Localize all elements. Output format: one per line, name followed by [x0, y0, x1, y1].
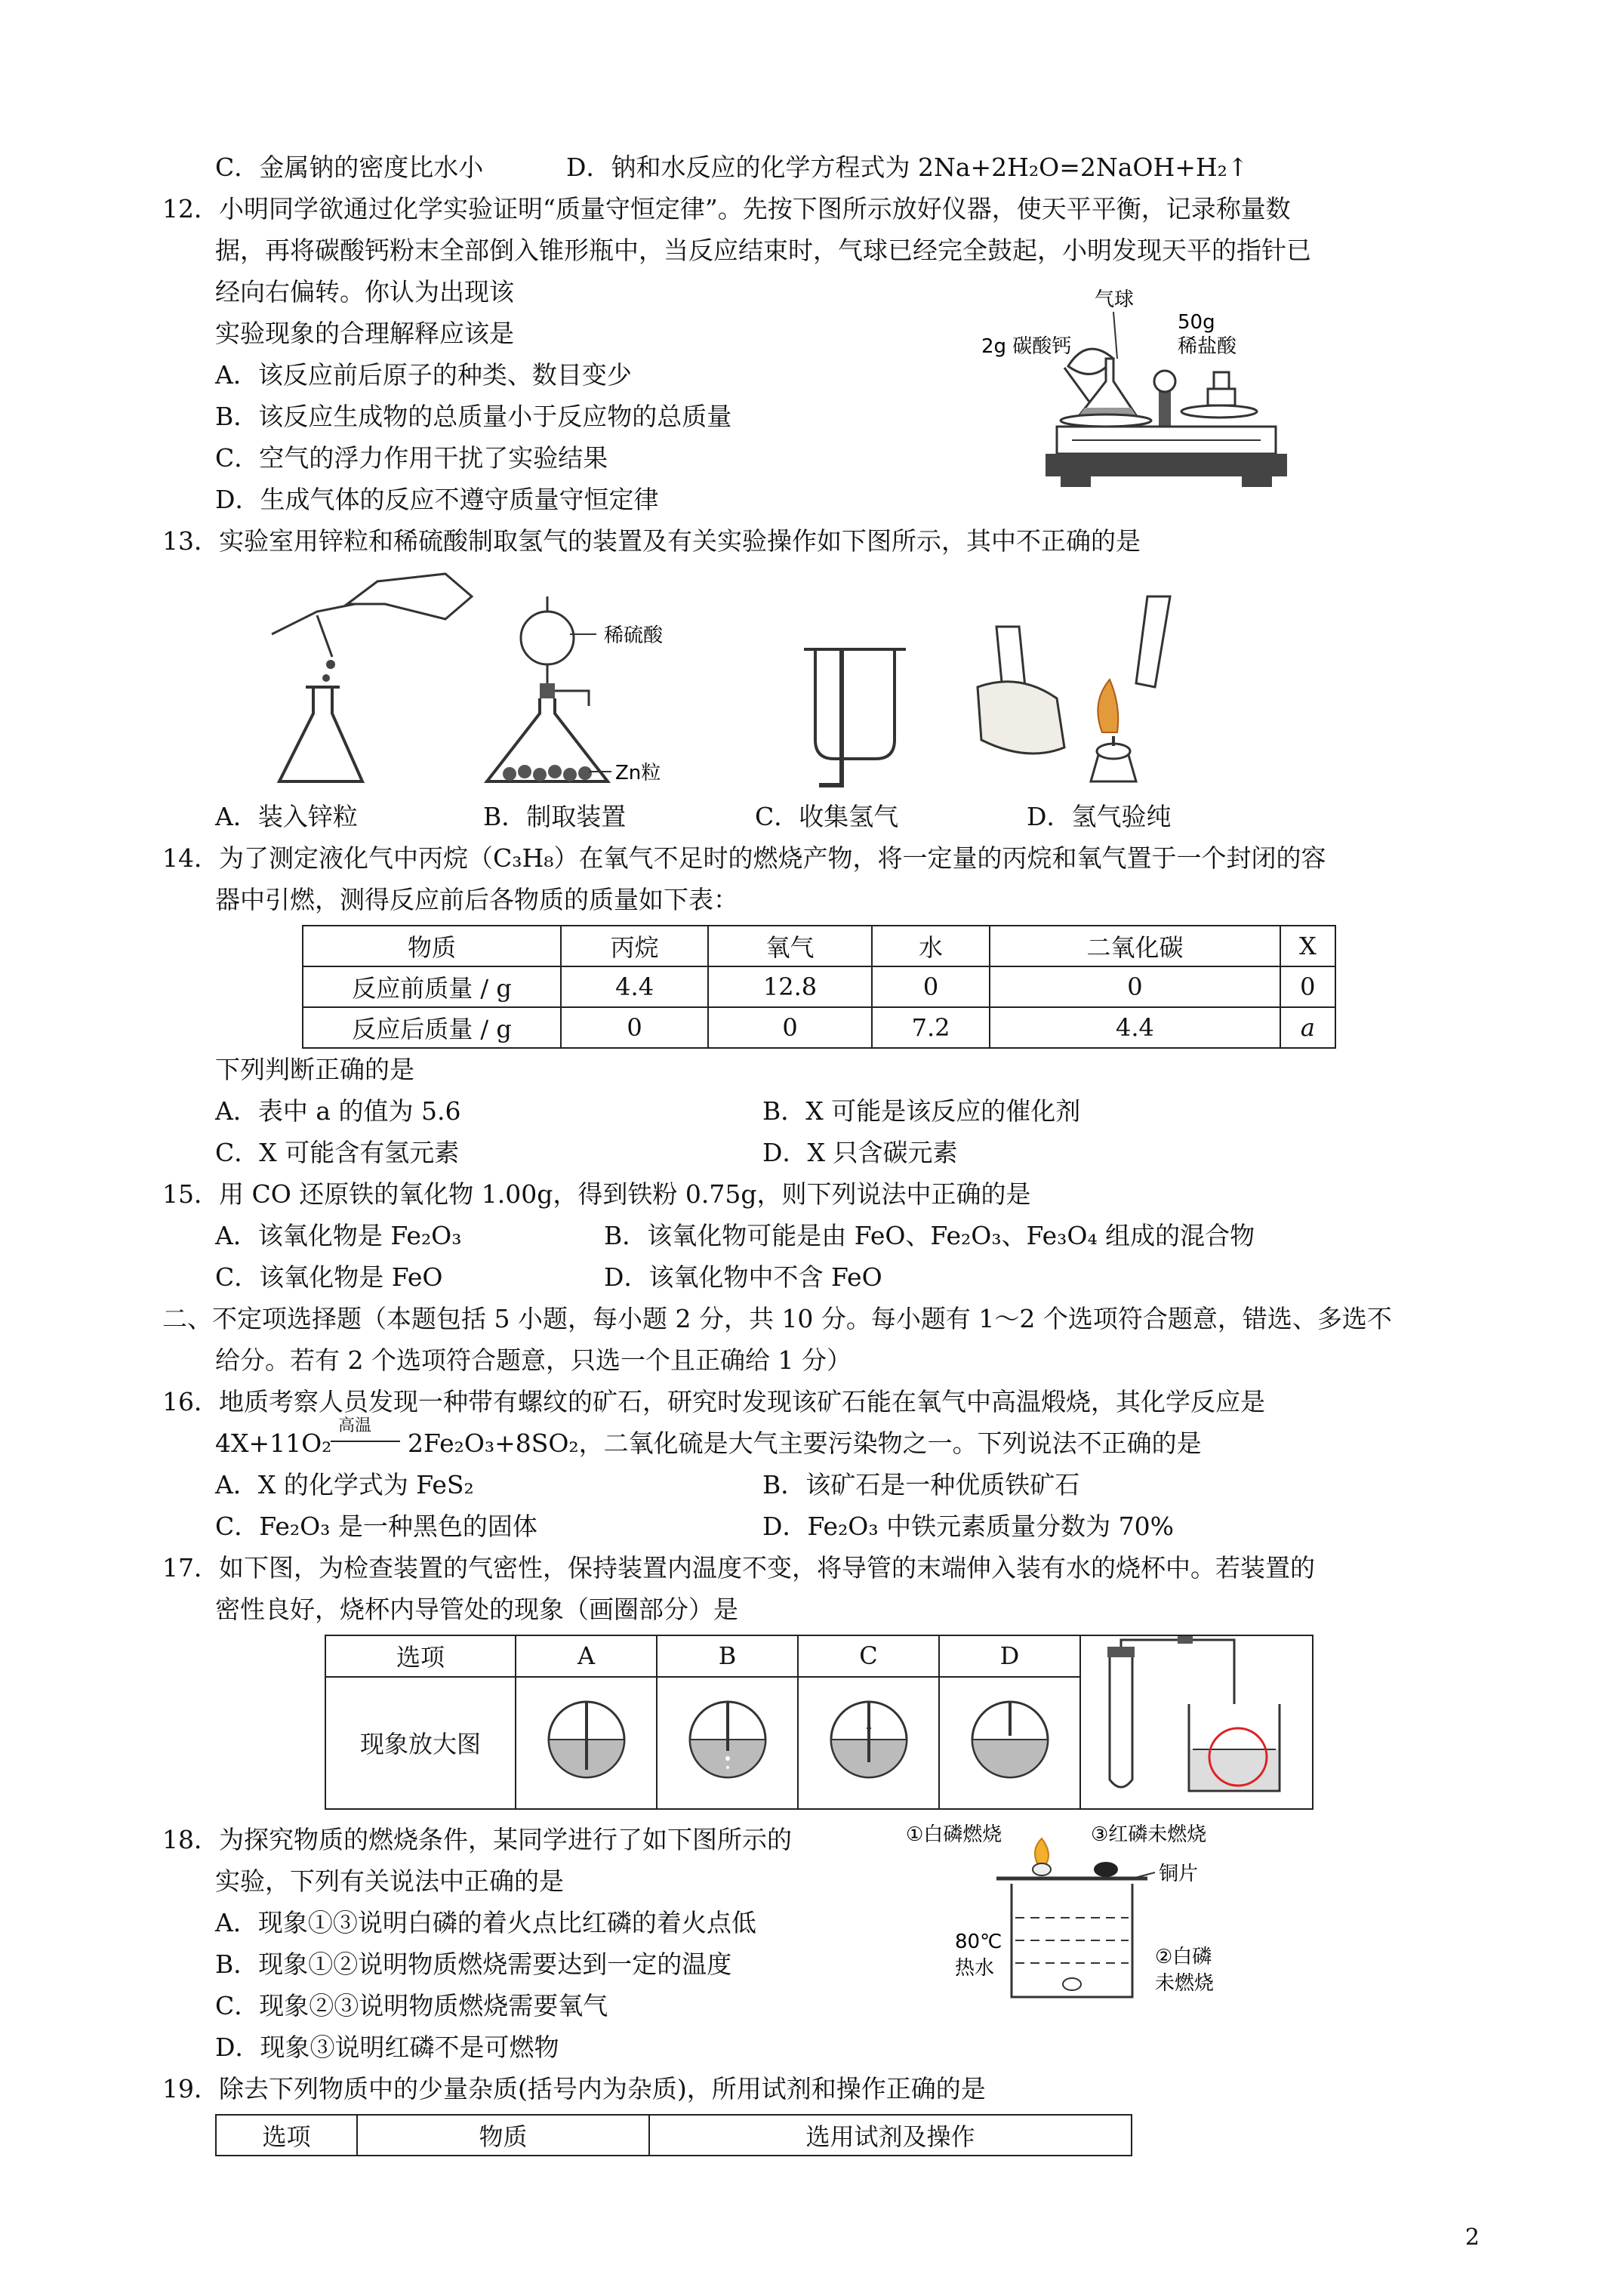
flask-with-zinc-icon — [272, 574, 472, 781]
hcl-label: 稀盐酸 — [1178, 335, 1237, 358]
combustion-figure — [906, 1820, 1253, 2016]
zn-label: Zn粒 — [615, 762, 661, 784]
q14-stem-2: 器中引燃，测得反应前后各物质的质量如下表： — [215, 885, 738, 914]
table-cell: 现象放大图 — [325, 1677, 516, 1809]
table-cell: 0 — [561, 1007, 708, 1048]
section2-line-1: 二、不定项选择题（本题包括 5 小题，每小题 2 分，共 10 分。每小题有 1～2 个选项符合题意，错选、多选不 — [162, 1304, 1392, 1333]
table-cell: 4.4 — [990, 1007, 1280, 1048]
airtightness-apparatus-cell — [1080, 1635, 1313, 1809]
table-cell: 丙烷 — [561, 926, 708, 966]
zoom-b-icon — [686, 1698, 769, 1781]
q18-option-d: D．现象③说明红磷不是可燃物 — [215, 2032, 559, 2062]
white-no-burn-label-1: ②白磷 — [1155, 1946, 1212, 1968]
red-no-burn-label: ③红磷未燃烧 — [1091, 1823, 1207, 1846]
white-burn-label: ①白磷燃烧 — [906, 1823, 1002, 1846]
q16-eq-left: 4X+11O₂ — [215, 1428, 332, 1458]
zoom-a-icon — [545, 1698, 628, 1781]
table-header-row — [325, 1635, 1313, 1677]
q16-eq-arrow — [331, 1441, 400, 1442]
table-header-row — [216, 2115, 1132, 2156]
table-row — [303, 1007, 1335, 1048]
table-cell: a — [1280, 1007, 1335, 1048]
caco3-label: 2g 碳酸钙 — [981, 335, 1072, 358]
q16-option-b: B．该矿石是一种优质铁矿石 — [762, 1470, 1080, 1499]
table-cell: X — [1280, 926, 1335, 966]
option-d-zoom-cell — [939, 1677, 1080, 1809]
q15-stem: 15．用 CO 还原铁的氧化物 1.00g，得到铁粉 0.75g，则下列说法中正确的是 — [162, 1179, 1031, 1209]
q13-option-b: B．制取装置 — [483, 802, 627, 831]
q15-option-a: A．该氧化物是 Fe₂O₃ — [215, 1221, 462, 1250]
q12-stem-3: 经向右偏转。你认为出现该 — [215, 277, 514, 307]
white-no-burn-label-2: 未燃烧 — [1155, 1972, 1215, 1995]
q14-option-c: C．X 可能含有氢元素 — [215, 1138, 460, 1167]
q13-stem: 13．实验室用锌粒和稀硫酸制取氢气的装置及有关实验操作如下图所示，其中不正确的是 — [162, 526, 1141, 556]
q12-stem-2: 据，再将碳酸钙粉末全部倒入锥形瓶中，当反应结束时，气球已经完全鼓起，小明发现天平的指针已 — [215, 236, 1311, 265]
table-cell: 物质 — [303, 926, 561, 966]
section2-line-2: 给分。若有 2 个选项符合题意，只选一个且正确给 1 分） — [215, 1345, 852, 1375]
table-cell: C — [798, 1635, 939, 1677]
q17-stem-1: 17．如下图，为检查装置的气密性，保持装置内温度不变，将导管的末端伸入装有水的烧杯中。若装置的 — [162, 1553, 1315, 1583]
q14-mass-table — [302, 925, 1336, 1049]
hcl-mass-label: 50g — [1178, 311, 1215, 334]
q17-options-table — [325, 1635, 1313, 1810]
q16-eq-condition: 高温 — [338, 1416, 372, 1435]
q15-option-d: D．该氧化物中不含 FeO — [604, 1262, 882, 1292]
q18-stem-1: 18．为探究物质的燃烧条件，某同学进行了如下图所示的 — [162, 1825, 792, 1854]
table-cell: 反应前质量 / g — [303, 966, 561, 1007]
q14-option-b: B．X 可能是该反应的催化剂 — [762, 1096, 1081, 1126]
q12-option-a: A．该反应前后原子的种类、数目变少 — [215, 360, 632, 390]
q12-option-d: D．生成气体的反应不遵守质量守恒定律 — [215, 485, 659, 514]
hydrogen-apparatus-figure — [272, 574, 1238, 800]
q18-option-b: B．现象①②说明物质燃烧需要达到一定的温度 — [215, 1949, 732, 1979]
q14-after: 下列判断正确的是 — [215, 1055, 414, 1084]
q16-option-c: C．Fe₂O₃ 是一种黑色的固体 — [215, 1512, 537, 1541]
q14-option-d: D．X 只含碳元素 — [762, 1138, 958, 1167]
q15-option-b: B．该氧化物可能是由 FeO、Fe₂O₃、Fe₃O₄ 组成的混合物 — [604, 1221, 1255, 1250]
table-cell: D — [939, 1635, 1080, 1677]
temp-label: 80℃ — [955, 1931, 1002, 1953]
generator-apparatus-icon — [487, 596, 664, 784]
acid-label: 稀硫酸 — [604, 624, 664, 647]
zoom-d-icon — [969, 1698, 1052, 1781]
airtightness-apparatus-icon — [1083, 1636, 1310, 1802]
table-cell: 反应后质量 / g — [303, 1007, 561, 1048]
q13-option-c: C．收集氢气 — [755, 802, 899, 831]
hot-water-label: 热水 — [955, 1957, 995, 1980]
hydrogen-purity-test-icon — [978, 596, 1170, 781]
q18-option-a: A．现象①③说明白磷的着火点比红磷的着火点低 — [215, 1908, 756, 1937]
table-cell: 12.8 — [708, 966, 872, 1007]
q18-option-c: C．现象②③说明物质燃烧需要氧气 — [215, 1991, 608, 2020]
table-cell: 0 — [708, 1007, 872, 1048]
table-cell: 4.4 — [561, 966, 708, 1007]
collection-bottle-icon — [804, 649, 906, 785]
table-cell: 选项 — [325, 1635, 516, 1677]
q16-stem-1: 16．地质考察人员发现一种带有螺纹的矿石，研究时发现该矿石能在氧气中高温煅烧，其化学反应是 — [162, 1387, 1265, 1416]
q12-stem-4: 实验现象的合理解释应该是 — [215, 319, 514, 348]
table-cell: 0 — [872, 966, 990, 1007]
table-row — [303, 966, 1335, 1007]
option-b-zoom-cell — [657, 1677, 798, 1809]
page-number: 2 — [1464, 2224, 1480, 2251]
table-cell: 选项 — [216, 2115, 357, 2156]
q17-stem-2: 密性良好，烧杯内导管处的现象（画圈部分）是 — [215, 1595, 738, 1624]
q18-stem-2: 实验，下列有关说法中正确的是 — [215, 1866, 564, 1896]
table-cell: 0 — [1280, 966, 1335, 1007]
table-cell: 氧气 — [708, 926, 872, 966]
copper-label: 铜片 — [1159, 1863, 1199, 1885]
q11-option-d: D．钠和水反应的化学方程式为 2Na+2H₂O=2NaOH+H₂↑ — [566, 153, 1249, 182]
q12-option-c: C．空气的浮力作用干扰了实验结果 — [215, 443, 608, 473]
balloon-label: 气球 — [1095, 288, 1135, 311]
q14-option-a: A．表中 a 的值为 5.6 — [215, 1096, 461, 1126]
q16-option-a: A．X 的化学式为 FeS₂ — [215, 1470, 474, 1499]
q16-option-d: D．Fe₂O₃ 中铁元素质量分数为 70% — [762, 1512, 1174, 1541]
q13-option-d: D．氢气验纯 — [1027, 802, 1172, 831]
q11-option-c: C．金属钠的密度比水小 — [215, 153, 484, 182]
q13-option-a: A．装入锌粒 — [215, 802, 358, 831]
option-c-zoom-cell — [798, 1677, 939, 1809]
option-a-zoom-cell — [516, 1677, 657, 1809]
zoom-c-icon — [827, 1698, 910, 1781]
q19-table — [215, 2114, 1132, 2156]
table-cell: 水 — [872, 926, 990, 966]
table-cell: 0 — [990, 966, 1280, 1007]
q19-stem: 19．除去下列物质中的少量杂质(括号内为杂质)，所用试剂和操作正确的是 — [162, 2074, 986, 2103]
q14-stem-1: 14．为了测定液化气中丙烷（C₃H₈）在氧气不足时的燃烧产物，将一定量的丙烷和氧气置于一个封闭的容 — [162, 843, 1326, 873]
table-cell: A — [516, 1635, 657, 1677]
q12-option-b: B．该反应生成物的总质量小于反应物的总质量 — [215, 402, 732, 431]
table-header-row — [303, 926, 1335, 966]
table-cell: B — [657, 1635, 798, 1677]
q15-option-c: C．该氧化物是 FeO — [215, 1262, 443, 1292]
q16-eq-right: 2Fe₂O₃+8SO₂，二氧化硫是大气主要污染物之一。下列说法不正确的是 — [408, 1428, 1202, 1458]
table-cell: 二氧化碳 — [990, 926, 1280, 966]
table-cell: 7.2 — [872, 1007, 990, 1048]
table-cell: 选用试剂及操作 — [649, 2115, 1132, 2156]
table-cell: 物质 — [357, 2115, 649, 2156]
balance-figure — [981, 283, 1306, 495]
q12-stem-1: 12．小明同学欲通过化学实验证明“质量守恒定律”。先按下图所示放好仪器，使天平平衡，记录称量数 — [162, 194, 1291, 223]
